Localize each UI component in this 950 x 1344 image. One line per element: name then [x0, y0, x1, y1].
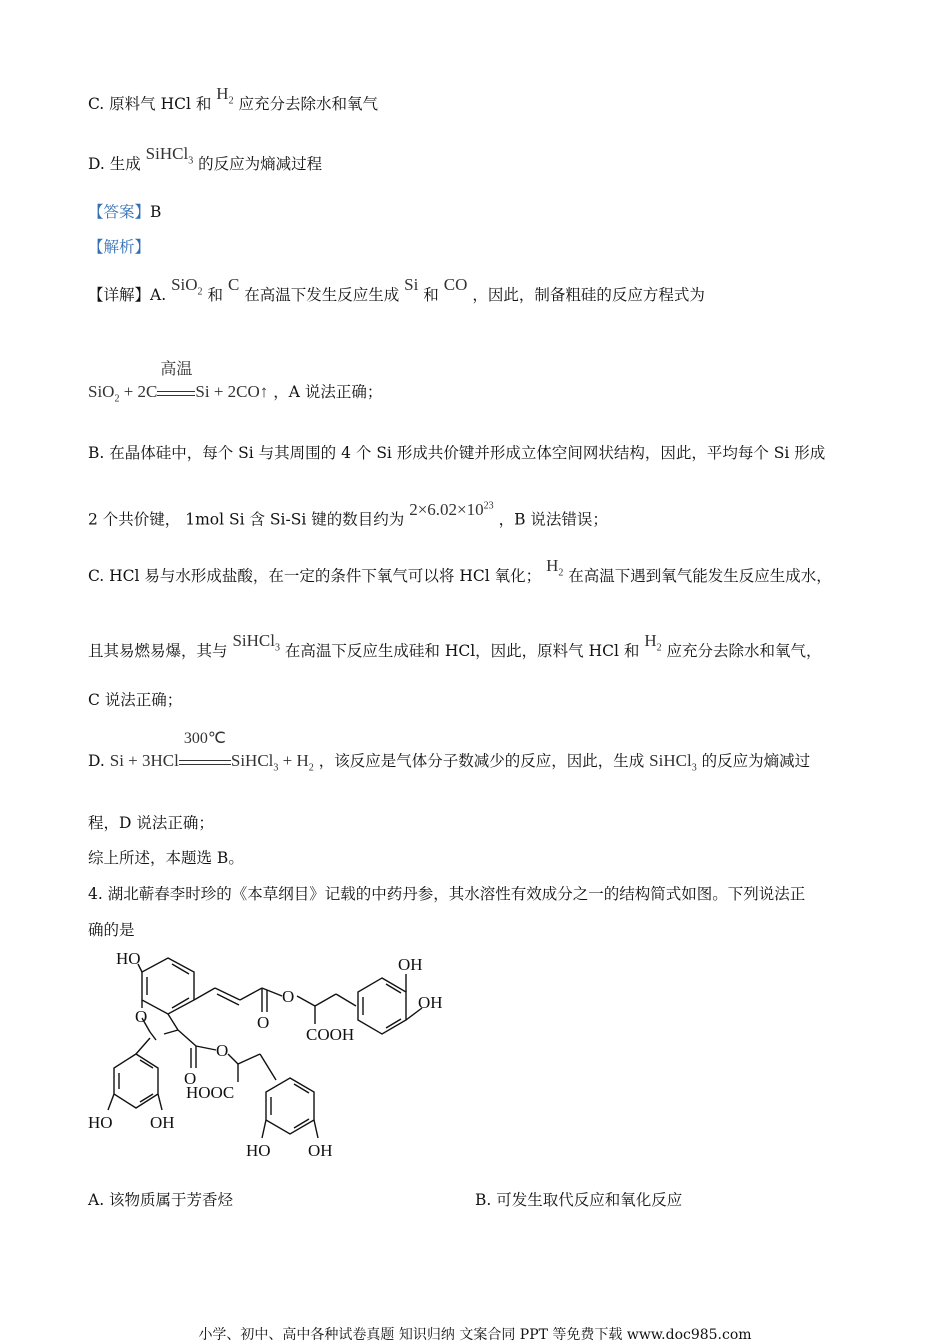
formula-c: C — [227, 275, 240, 294]
answer-line — [88, 202, 161, 222]
analysis-tag: 【解析】 — [88, 238, 151, 256]
text: 和 — [207, 286, 223, 304]
formula-sihcl3: SiHCl$_3$ — [649, 751, 697, 774]
detail-c-line1 — [88, 556, 832, 593]
detail-b-line2 — [88, 499, 608, 530]
label-oh-2: OH — [418, 993, 443, 1012]
text: 在高温下反应生成硅和 HCl，因此，原料气 HCl 和 — [284, 642, 640, 660]
analysis-line — [88, 237, 150, 257]
label-o-ester-1: O — [282, 987, 295, 1006]
summary-line: 综上所述，本题选 B。 — [88, 849, 244, 867]
text: ，该反应是气体分子数减少的反应，因此，生成 — [318, 752, 645, 770]
q4-stem-line2: 确的是 — [88, 921, 135, 939]
formula-sihcl3: SiHCl$_3$ — [145, 144, 194, 167]
equation-1: SiO$_2$ + 2C 高温 Si + 2CO↑ — [88, 361, 269, 405]
q3-option-c — [88, 84, 379, 121]
text: 2 个共价键， 1mol Si 含 Si-Si 键的数目约为 — [88, 510, 405, 529]
footer-banner: 小学、初中、高中各种试卷真题 知识归纳 文案合同 PPT 等免费下载 www.doc985.com — [198, 1327, 752, 1343]
text: ，因此，制备粗硅的反应方程式为 — [472, 286, 705, 304]
text: 在高温下遇到氧气能发生反应生成水， — [568, 567, 832, 585]
detail-c-line2 — [88, 631, 822, 668]
equation-1-line — [88, 361, 383, 409]
text: 的反应为熵减过 — [701, 752, 811, 770]
formula-h2: $H_2$ — [546, 556, 564, 579]
label-ho-left: HO — [88, 1113, 113, 1132]
formula-h2: $H_2$ — [644, 631, 662, 654]
text: 应充分去除水和氧气 — [238, 95, 379, 113]
formula-h2: $H_2$ — [216, 84, 234, 107]
equation-2: Si + 3HCl 300℃ SiHCl$_3$ + $H_2$ — [109, 730, 314, 774]
label-o-carbonyl-2: O — [184, 1069, 197, 1088]
label-ho-top: HO — [116, 949, 141, 968]
detail-c-line3: C 说法正确； — [88, 691, 183, 709]
q4-option-b: B. 可发生取代反应和氧化反应 — [475, 1191, 683, 1209]
answer-tag: 【答案】 — [88, 203, 151, 221]
text: C. 原料气 HCl 和 — [88, 95, 212, 113]
label-oh-bottom: OH — [308, 1141, 333, 1160]
label-oh-left: OH — [150, 1113, 175, 1132]
detail-b-line1: B. 在晶体硅中，每个 Si 与其周围的 4 个 Si 形成共价键并形成立体空间网状结构，因此，平均每个 Si 形成 — [88, 444, 826, 462]
label-cooh: COOH — [306, 1025, 355, 1044]
detail-tag: 【详解】 — [88, 286, 151, 304]
label-ho-bottom: HO — [246, 1141, 271, 1160]
text: 的反应为熵减过程 — [198, 155, 323, 173]
label-o-ester-2: O — [216, 1041, 229, 1060]
text: C. HCl 易与水形成盐酸，在一定的条件下氧气可以将 HCl 氧化； — [88, 567, 542, 585]
text: D. — [88, 752, 105, 770]
text: 在高温下发生反应生成 — [244, 286, 400, 304]
formula-si: Si — [404, 275, 419, 294]
text: 且其易燃易爆，其与 — [88, 642, 228, 660]
detail-a-line — [88, 275, 705, 312]
detail-d-line2: 程，D 说法正确； — [88, 814, 214, 832]
formula-sihcl3: SiHCl$_3$ — [232, 631, 280, 654]
text: 和 — [423, 286, 439, 304]
label-o-carbonyl-1: O — [257, 1013, 270, 1032]
label-oh-1: OH — [398, 955, 423, 974]
label-o-ring: O — [135, 1007, 148, 1026]
formula-co: CO — [443, 275, 468, 294]
label-hooc: HOOC — [186, 1083, 235, 1102]
condition-high-temp: 高温 — [160, 361, 193, 378]
q4-option-a: A. 该物质属于芳香烃 — [88, 1191, 234, 1209]
text: D. 生成 — [88, 155, 141, 173]
text: 应充分去除水和氧气， — [666, 642, 822, 660]
formula-sio2: SiO$_2$ — [171, 275, 203, 298]
detail-d-line1 — [88, 730, 811, 778]
avogadro-number: $2\times 6.02\times 10^{23}$ — [409, 499, 494, 519]
q4-stem-line1: 4. 湖北蕲春李时珍的《本草纲目》记载的中药丹参，其水溶性有效成分之一的结构简式如图。下列说法正 — [88, 885, 806, 903]
text: ，A 说法正确； — [273, 383, 383, 401]
answer-value: B — [150, 203, 162, 221]
text: A. — [150, 286, 167, 304]
q3-option-d — [88, 144, 323, 181]
text: ，B 说法错误； — [498, 510, 608, 529]
condition-300c: 300℃ — [183, 730, 226, 747]
structure-formula — [88, 949, 480, 1165]
